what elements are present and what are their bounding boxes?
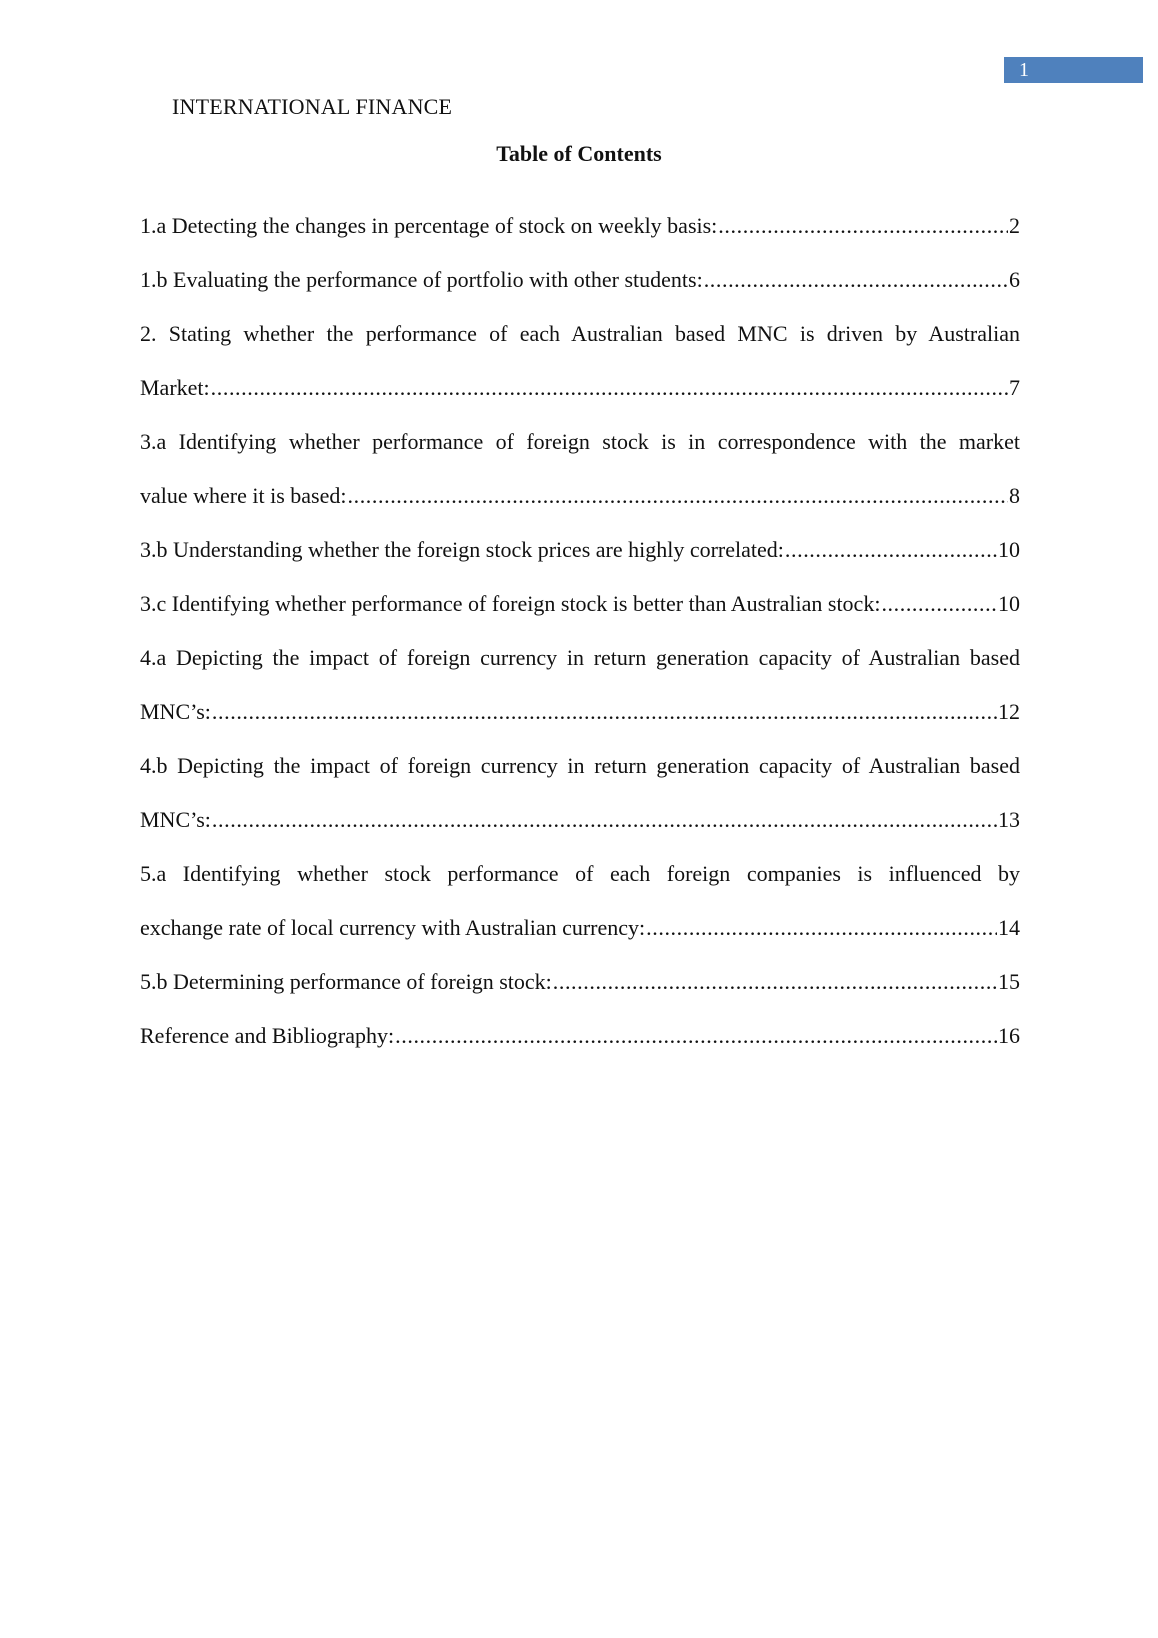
toc-entry-line — [140, 199, 1020, 253]
toc-entry[interactable] — [140, 739, 1020, 847]
dot-leader — [704, 253, 1008, 307]
toc-page-number: 15 — [998, 969, 1020, 994]
dot-leader — [646, 901, 997, 955]
toc-entry[interactable] — [140, 631, 1020, 739]
toc-entry-line — [140, 307, 1020, 361]
toc-page-number: 10 — [998, 537, 1020, 562]
toc-entry-text: MNC’s: — [140, 699, 211, 724]
toc-page-number: 13 — [998, 807, 1020, 832]
toc-entry-text: value where it is based: — [140, 483, 347, 508]
toc-title: Table of Contents — [496, 141, 662, 166]
toc-entry[interactable] — [140, 415, 1020, 523]
running-header: INTERNATIONAL FINANCE — [172, 94, 453, 119]
toc-entry-line — [140, 361, 1020, 415]
toc-page-number: 10 — [998, 591, 1020, 616]
toc-entry-text: Market: — [140, 375, 210, 400]
dot-leader — [785, 523, 997, 577]
toc-entry-line — [140, 523, 1020, 577]
toc-entry[interactable] — [140, 577, 1020, 631]
toc-entry-text: 5.a Identifying whether stock performance of each foreign companies is influenced by — [140, 861, 1020, 886]
dot-leader — [395, 1009, 997, 1063]
toc-entry[interactable] — [140, 847, 1020, 955]
dot-leader — [212, 685, 997, 739]
dot-leader — [211, 361, 1008, 415]
toc-entry-line — [140, 1009, 1020, 1063]
toc-entry[interactable] — [140, 307, 1020, 415]
toc-page-number: 16 — [998, 1023, 1020, 1048]
toc-page-number: 7 — [1009, 375, 1020, 400]
toc-page-number: 12 — [998, 699, 1020, 724]
page-number-badge: 1 — [1004, 57, 1143, 83]
toc-entry-line — [140, 469, 1020, 523]
toc-entry-text: 4.b Depicting the impact of foreign currency in return generation capacity of Australian based — [140, 753, 1020, 778]
toc-entry-text: 2. Stating whether the performance of each Australian based MNC is driven by Australian — [140, 321, 1020, 346]
toc-entry-line — [140, 847, 1020, 901]
toc-entry-line — [140, 685, 1020, 739]
toc-entry-text: 1.b Evaluating the performance of portfolio with other students: — [140, 267, 703, 292]
toc-entry-text: MNC’s: — [140, 807, 211, 832]
toc-entry-line — [140, 577, 1020, 631]
toc-entry-line — [140, 955, 1020, 1009]
dot-leader — [553, 955, 997, 1009]
toc-entry-text: Reference and Bibliography: — [140, 1023, 395, 1048]
toc-entry-line — [140, 415, 1020, 469]
toc-entry-line — [140, 793, 1020, 847]
toc-page-number: 6 — [1009, 267, 1020, 292]
toc-page-number: 8 — [1009, 483, 1020, 508]
toc-entry-line — [140, 631, 1020, 685]
toc-entry-text: 1.a Detecting the changes in percentage of stock on weekly basis: — [140, 213, 718, 238]
toc-page-number: 14 — [998, 915, 1020, 940]
toc-entry-text: 3.a Identifying whether performance of foreign stock is in correspondence with the market — [140, 429, 1020, 454]
toc-entry-text: 5.b Determining performance of foreign stock: — [140, 969, 552, 994]
toc-entry-text: 3.c Identifying whether performance of foreign stock is better than Australian stock: — [140, 591, 881, 616]
dot-leader — [212, 793, 997, 847]
toc-entry[interactable] — [140, 523, 1020, 577]
toc-page-number: 2 — [1009, 213, 1020, 238]
toc-entry-line — [140, 253, 1020, 307]
toc-entry-text: 3.b Understanding whether the foreign stock prices are highly correlated: — [140, 537, 784, 562]
toc-entry[interactable] — [140, 253, 1020, 307]
dot-leader — [881, 577, 997, 631]
toc-entry-line — [140, 901, 1020, 955]
toc-entry[interactable] — [140, 955, 1020, 1009]
dot-leader — [718, 199, 1008, 253]
table-of-contents — [140, 199, 1020, 1063]
toc-entry[interactable] — [140, 1009, 1020, 1063]
toc-entry-text: 4.a Depicting the impact of foreign currency in return generation capacity of Australian based — [140, 645, 1020, 670]
toc-entry-text: exchange rate of local currency with Australian currency: — [140, 915, 646, 940]
dot-leader — [348, 469, 1009, 523]
toc-entry-line — [140, 739, 1020, 793]
toc-entry[interactable] — [140, 199, 1020, 253]
